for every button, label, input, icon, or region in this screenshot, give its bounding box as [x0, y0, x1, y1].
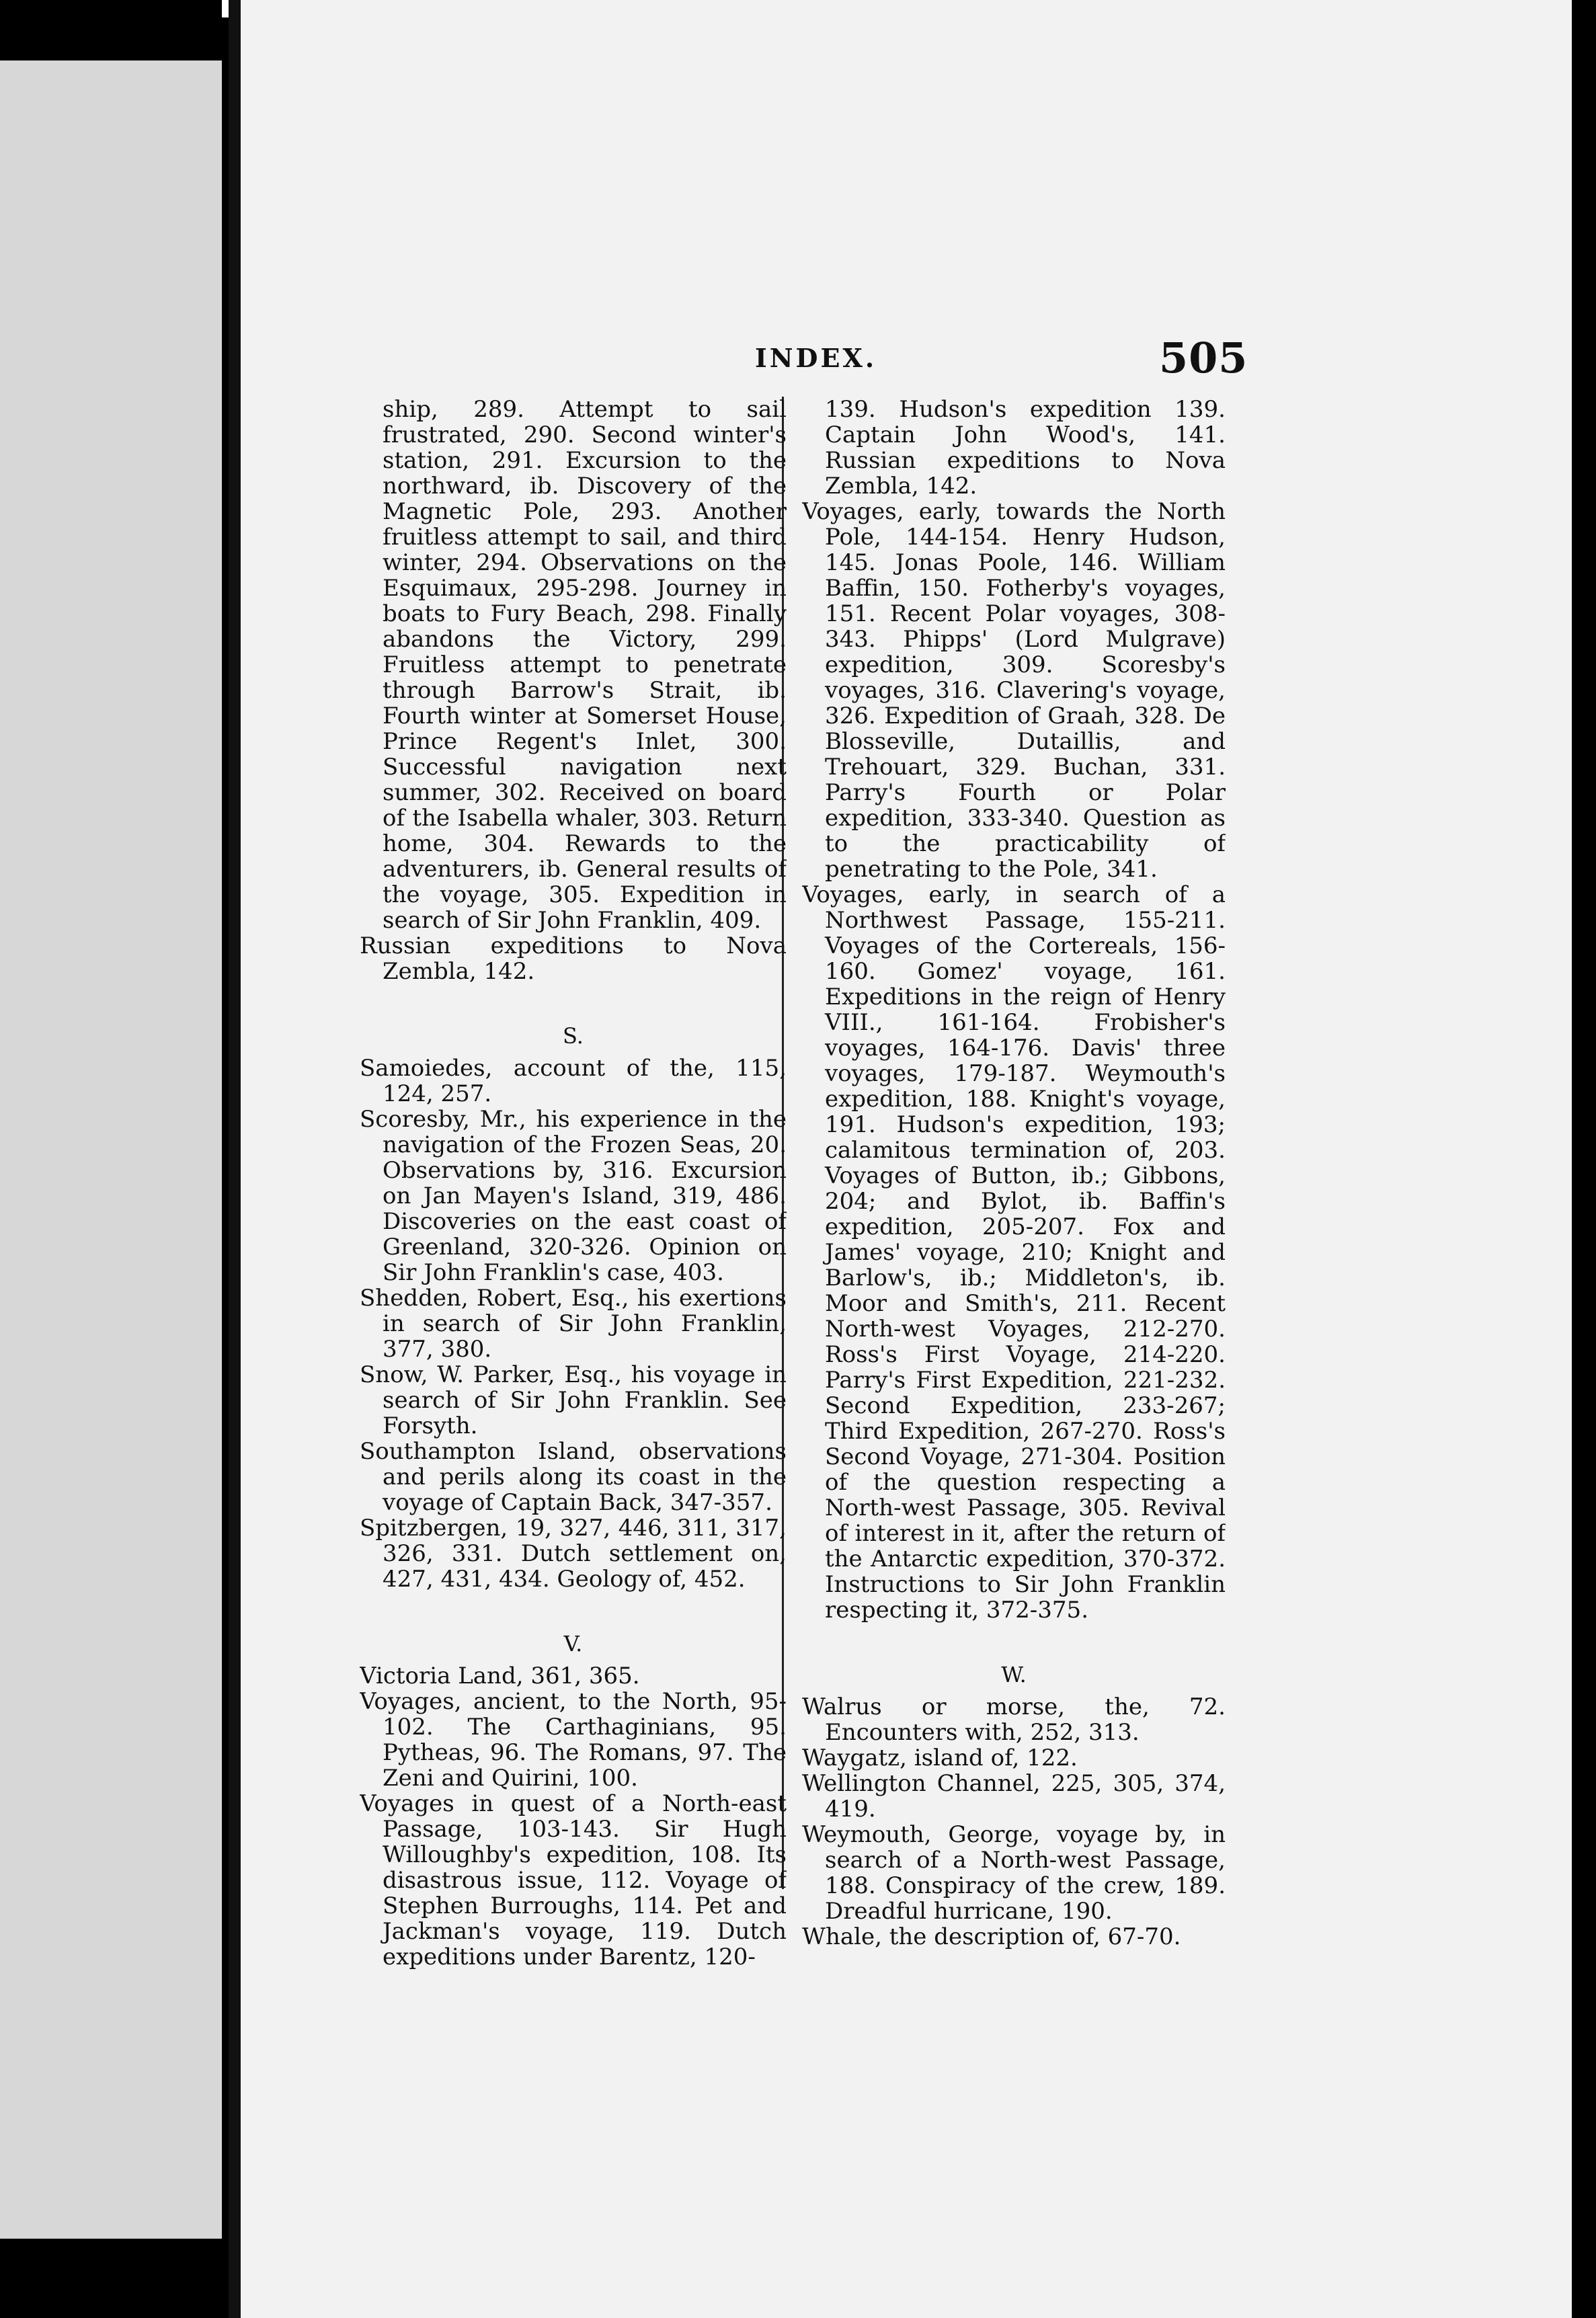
index-entry: Walrus or morse, the, 72. Encounters with, 252, 313. — [802, 1693, 1226, 1746]
index-entry: Whale, the description of, 67-70. — [802, 1923, 1181, 1950]
index-entry: Weymouth, George, voyage by, in search of a North-west Passage, 188. Conspiracy of the crew, 189. Dreadful hurricane, 190. — [802, 1821, 1226, 1925]
index-entry: Shedden, Robert, Esq., his exertions in search of Sir John Franklin, 377, 380. — [360, 1285, 787, 1363]
index-entry: Russian expeditions to Nova Zembla, 142. — [360, 932, 787, 985]
index-entry: ship, 289. Attempt to sail frustrated, 290. Second winter's station, 291. Excursion to the northward, ib. Discovery of the Magnetic Pole, 293. Another fruitless attempt to sail, and third winter, 294. Observations on the Esquimaux, 295-298. Journey in boats to Fury Beach, 298. Finally abandons the Victory, 299. Fruitless attempt to penetrate through Barrow's Strait, ib. Fourth winter at Somerset House, Prince Regent's Inlet, 300. Successful navigation next summer, 302. Received on board of the Isabella whaler, 303. Return home, 304. Rewards to the adventurers, ib. General results of the voyage, 305. Expedition in search of Sir John Franklin, 409. — [383, 397, 787, 934]
right-column — [802, 397, 1226, 1950]
section-letter-s: S. — [563, 1023, 584, 1049]
facing-page-edge — [0, 61, 222, 2239]
index-entry: Southampton Island, observations and perils along its coast in the voyage of Captain Back, 347-357. — [360, 1438, 787, 1516]
index-entry: Voyages in quest of a North-east Passage, 103-143. Sir Hugh Willoughby's expedition, 108. Its disastrous issue, 112. Voyage of Stephen Burroughs, 114. Pet and Jackman's voyage, 119. Dutch expeditions under Barentz, 120- — [360, 1790, 787, 1970]
index-entry: Spitzbergen, 19, 327, 446, 311, 317, 326, 331. Dutch settlement on, 427, 431, 434. Geology of, 452. — [360, 1515, 787, 1593]
page-number: 505 — [1159, 333, 1248, 383]
section-letter-w: W. — [1001, 1662, 1027, 1687]
index-entry: Samoiedes, account of the, 115, 124, 257. — [360, 1055, 787, 1107]
index-entry: Victoria Land, 361, 365. — [360, 1663, 640, 1689]
index-entry: Wellington Channel, 225, 305, 374, 419. — [802, 1770, 1226, 1823]
index-entry: Voyages, early, towards the North Pole, 144-154. Henry Hudson, 145. Jonas Poole, 146. William Baffin, 150. Fotherby's voyages, 151. Recent Polar voyages, 308-343. Phipps' (Lord Mulgrave) expedition, 309. Scoresby's voyages, 316. Clavering's voyage, 326. Expedition of Graah, 328. De Blosseville, Dutaillis, and Trehouart, 329. Buchan, 331. Parry's Fourth or Polar expedition, 333-340. Question as to the practicability of penetrating to the Pole, 341. — [802, 498, 1226, 883]
running-head: INDEX. — [755, 343, 877, 373]
index-entry: Voyages, ancient, to the North, 95-102. The Carthaginians, 95. Pytheas, 96. The Romans, 97. The Zeni and Quirini, 100. — [360, 1688, 787, 1792]
left-column — [360, 397, 787, 1970]
index-entry: Waygatz, island of, 122. — [802, 1745, 1078, 1771]
index-entry: Voyages, early, in search of a Northwest Passage, 155-211. Voyages of the Cortereals, 156-160. Gomez' voyage, 161. Expeditions in the reign of Henry VIII., 161-164. Frobisher's voyages, 164-176. Davis' three voyages, 179-187. Weymouth's expedition, 188. Knight's voyage, 191. Hudson's expedition, 193; calamitous termination of, 203. Voyages of Button, ib.; Gibbons, 204; and Bylot, ib. Baffin's expedition, 205-207. Fox and James' voyage, 210; Knight and Barlow's, ib.; Middleton's, ib. Moor and Smith's, 211. Recent North-west Voyages, 212-270. Ross's First Voyage, 214-220. Parry's First Expedition, 221-232. Second Expedition, 233-267; Third Expedition, 267-270. Ross's Second Voyage, 271-304. Position of the question respecting a North-west Passage, 305. Revival of interest in it, after the return of the Antarctic expedition, 370-372. Instructions to Sir John Franklin respecting it, 372-375. — [802, 881, 1226, 1624]
section-letter-v: V. — [563, 1631, 583, 1656]
index-entry: Scoresby, Mr., his experience in the navigation of the Frozen Seas, 20. Observations by, 316. Excursion on Jan Mayen's Island, 319, 486. Discoveries on the east coast of Greenland, 320-326. Opinion on Sir John Franklin's case, 403. — [360, 1106, 787, 1286]
index-entry: 139. Hudson's expedition 139. Captain John Wood's, 141. Russian expeditions to Nova Zembla, 142. — [825, 397, 1226, 499]
index-entry: Snow, W. Parker, Esq., his voyage in search of Sir John Franklin. See Forsyth. — [360, 1361, 787, 1439]
